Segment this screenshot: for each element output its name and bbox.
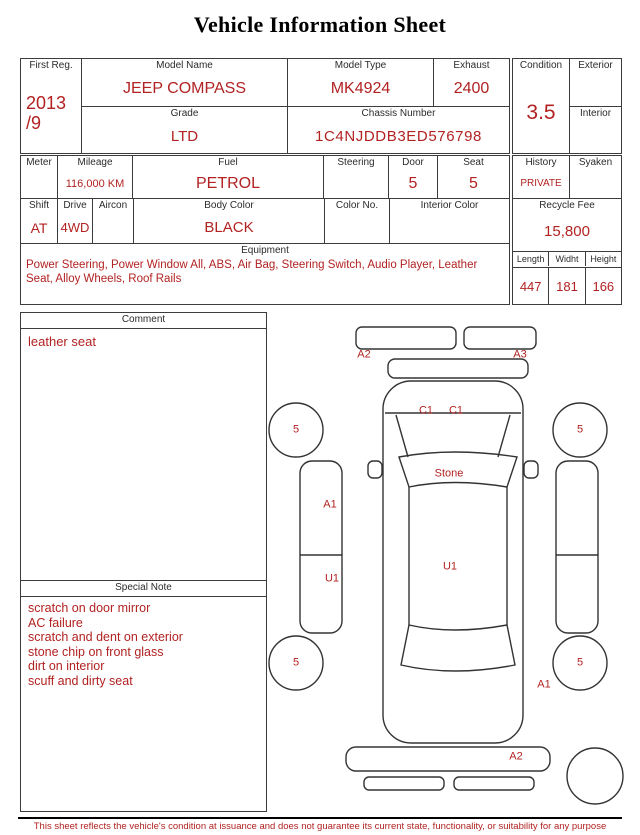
comment-header: Comment bbox=[21, 313, 266, 329]
history-fee-table bbox=[512, 155, 622, 305]
height-label: Height bbox=[585, 252, 621, 266]
comment-panel bbox=[20, 312, 267, 812]
shift-value: AT bbox=[30, 219, 48, 236]
car-diagram bbox=[268, 315, 630, 810]
diagram-mark-stone: Stone bbox=[434, 467, 464, 480]
field-chassis-number bbox=[287, 107, 509, 153]
field-fuel bbox=[132, 156, 323, 198]
diagram-mark-u1: U1 bbox=[442, 560, 458, 573]
field-recycle-fee bbox=[513, 199, 621, 252]
exhaust-label: Exhaust bbox=[453, 60, 490, 71]
grade-label: Grade bbox=[170, 108, 199, 119]
field-syaken bbox=[569, 156, 621, 198]
syaken-label: Syaken bbox=[578, 157, 613, 168]
dimensions-table bbox=[513, 252, 621, 304]
interior-color-label: Interior Color bbox=[420, 200, 479, 211]
note-line: scratch and dent on exterior bbox=[28, 630, 183, 644]
equipment-value: Power Steering, Power Window All, ABS, Air Bag, Steering Switch, Audio Player, Leather Seat, Alloy Wheels, Roof Rails bbox=[26, 259, 478, 285]
drive-label: Drive bbox=[63, 200, 87, 211]
field-mileage bbox=[57, 156, 132, 198]
first-reg-year: 2013 bbox=[26, 92, 67, 113]
exterior-interior-column bbox=[569, 59, 621, 153]
note-line: stone chip on front glass bbox=[28, 644, 164, 659]
note-line: scratch on door mirror bbox=[28, 601, 151, 615]
mileage-value: 116,000 KM bbox=[65, 177, 125, 190]
diagram-mark-5: 5 bbox=[292, 423, 300, 436]
exterior-value bbox=[570, 72, 621, 106]
height-value: 166 bbox=[585, 268, 621, 304]
field-drive bbox=[57, 199, 92, 243]
footer-disclaimer: This sheet reflects the vehicle's condition at issuance and does not guarantee its current state, functionality, or suitability for any purpose bbox=[33, 821, 607, 832]
footer-divider bbox=[18, 817, 622, 819]
body-color-label: Body Color bbox=[204, 200, 254, 211]
field-shift bbox=[21, 199, 57, 243]
condition-table bbox=[512, 58, 622, 154]
drive-value: 4WD bbox=[60, 220, 90, 235]
model-name-label: Model Name bbox=[156, 60, 213, 71]
syaken-value bbox=[570, 169, 621, 198]
steering-value bbox=[324, 169, 388, 198]
interior-value bbox=[570, 120, 621, 154]
note-line: scuff and dirty seat bbox=[28, 673, 133, 688]
fuel-label: Fuel bbox=[218, 157, 238, 168]
note-line: dirt on interior bbox=[28, 659, 105, 673]
diagram-mark-a1: A1 bbox=[537, 678, 551, 691]
field-first-reg bbox=[21, 59, 81, 153]
diagram-mark-a1: A1 bbox=[323, 498, 337, 511]
field-exhaust bbox=[433, 59, 509, 106]
field-model-type bbox=[287, 59, 433, 106]
shift-label: Shift bbox=[28, 200, 49, 211]
width-label: Widht bbox=[548, 252, 584, 266]
comment-text: leather seat bbox=[28, 334, 96, 349]
page-title: Vehicle Information Sheet bbox=[193, 12, 447, 37]
grade-value: LTD bbox=[170, 128, 199, 145]
diagram-mark-a2: A2 bbox=[509, 750, 523, 763]
chassis-number-value: 1C4NJDDB3ED576798 bbox=[315, 128, 482, 145]
exterior-label: Exterior bbox=[578, 60, 613, 71]
diagram-mark-a2: A2 bbox=[357, 348, 371, 361]
door-value: 5 bbox=[408, 174, 418, 192]
diagram-mark-a3: A3 bbox=[513, 348, 527, 361]
diagram-mark-5: 5 bbox=[292, 656, 300, 669]
fuel-value: PETROL bbox=[195, 174, 260, 192]
first-reg-label: First Reg. bbox=[29, 60, 73, 71]
seat-value: 5 bbox=[469, 174, 478, 192]
vehicle-identity-table bbox=[20, 58, 510, 154]
note-line: AC failure bbox=[28, 615, 83, 630]
field-meter bbox=[21, 156, 57, 198]
body-color-value: BLACK bbox=[204, 219, 254, 236]
history-label: History bbox=[525, 157, 557, 168]
length-value: 447 bbox=[519, 278, 542, 294]
color-no-value bbox=[325, 212, 389, 243]
spec-table bbox=[20, 155, 510, 305]
field-aircon bbox=[92, 199, 133, 243]
interior-label: Interior bbox=[570, 106, 621, 120]
width-value: 181 bbox=[548, 268, 584, 304]
identity-right bbox=[81, 59, 509, 153]
mileage-label: Mileage bbox=[77, 157, 113, 168]
field-body-color bbox=[133, 199, 324, 243]
steering-label: Steering bbox=[337, 157, 375, 168]
exhaust-value: 2400 bbox=[453, 80, 490, 97]
color-no-label: Color No. bbox=[335, 200, 379, 211]
special-note-header: Special Note bbox=[21, 580, 266, 597]
aircon-value bbox=[93, 212, 133, 243]
model-type-value: MK4924 bbox=[330, 80, 391, 97]
equipment-label: Equipment bbox=[241, 245, 289, 256]
field-color-no bbox=[324, 199, 389, 243]
aircon-label: Aircon bbox=[98, 200, 128, 211]
field-seat bbox=[437, 156, 509, 198]
field-model-name bbox=[82, 59, 287, 106]
length-label: Length bbox=[516, 254, 545, 264]
chassis-number-label: Chassis Number bbox=[361, 108, 436, 119]
condition-label: Condition bbox=[519, 60, 563, 71]
model-name-value: JEEP COMPASS bbox=[123, 80, 246, 97]
diagram-mark-5: 5 bbox=[576, 656, 584, 669]
field-history bbox=[513, 156, 569, 198]
recycle-fee-value: 15,800 bbox=[544, 223, 590, 240]
door-label: Door bbox=[402, 157, 424, 168]
field-door bbox=[388, 156, 437, 198]
diagram-mark-c1: C1 bbox=[448, 404, 464, 417]
recycle-fee-label: Recycle Fee bbox=[539, 200, 595, 211]
history-value: PRIVATE bbox=[520, 178, 562, 189]
special-note-list bbox=[21, 597, 266, 811]
first-reg-month: /9 bbox=[26, 112, 42, 133]
model-type-label: Model Type bbox=[334, 60, 387, 71]
diagram-mark-c1: C1 bbox=[418, 404, 434, 417]
condition-value: 3.5 bbox=[526, 100, 556, 124]
first-reg-value bbox=[21, 72, 81, 153]
meter-label: Meter bbox=[26, 157, 52, 168]
field-equipment bbox=[21, 244, 509, 304]
diagram-mark-u1: U1 bbox=[324, 572, 340, 585]
meter-value bbox=[21, 169, 57, 198]
field-condition bbox=[513, 59, 569, 153]
field-interior-color bbox=[389, 199, 509, 243]
field-grade bbox=[82, 107, 287, 153]
diagram-mark-5: 5 bbox=[576, 423, 584, 436]
seat-label: Seat bbox=[463, 157, 484, 168]
interior-color-value bbox=[390, 212, 509, 243]
field-steering bbox=[323, 156, 388, 198]
